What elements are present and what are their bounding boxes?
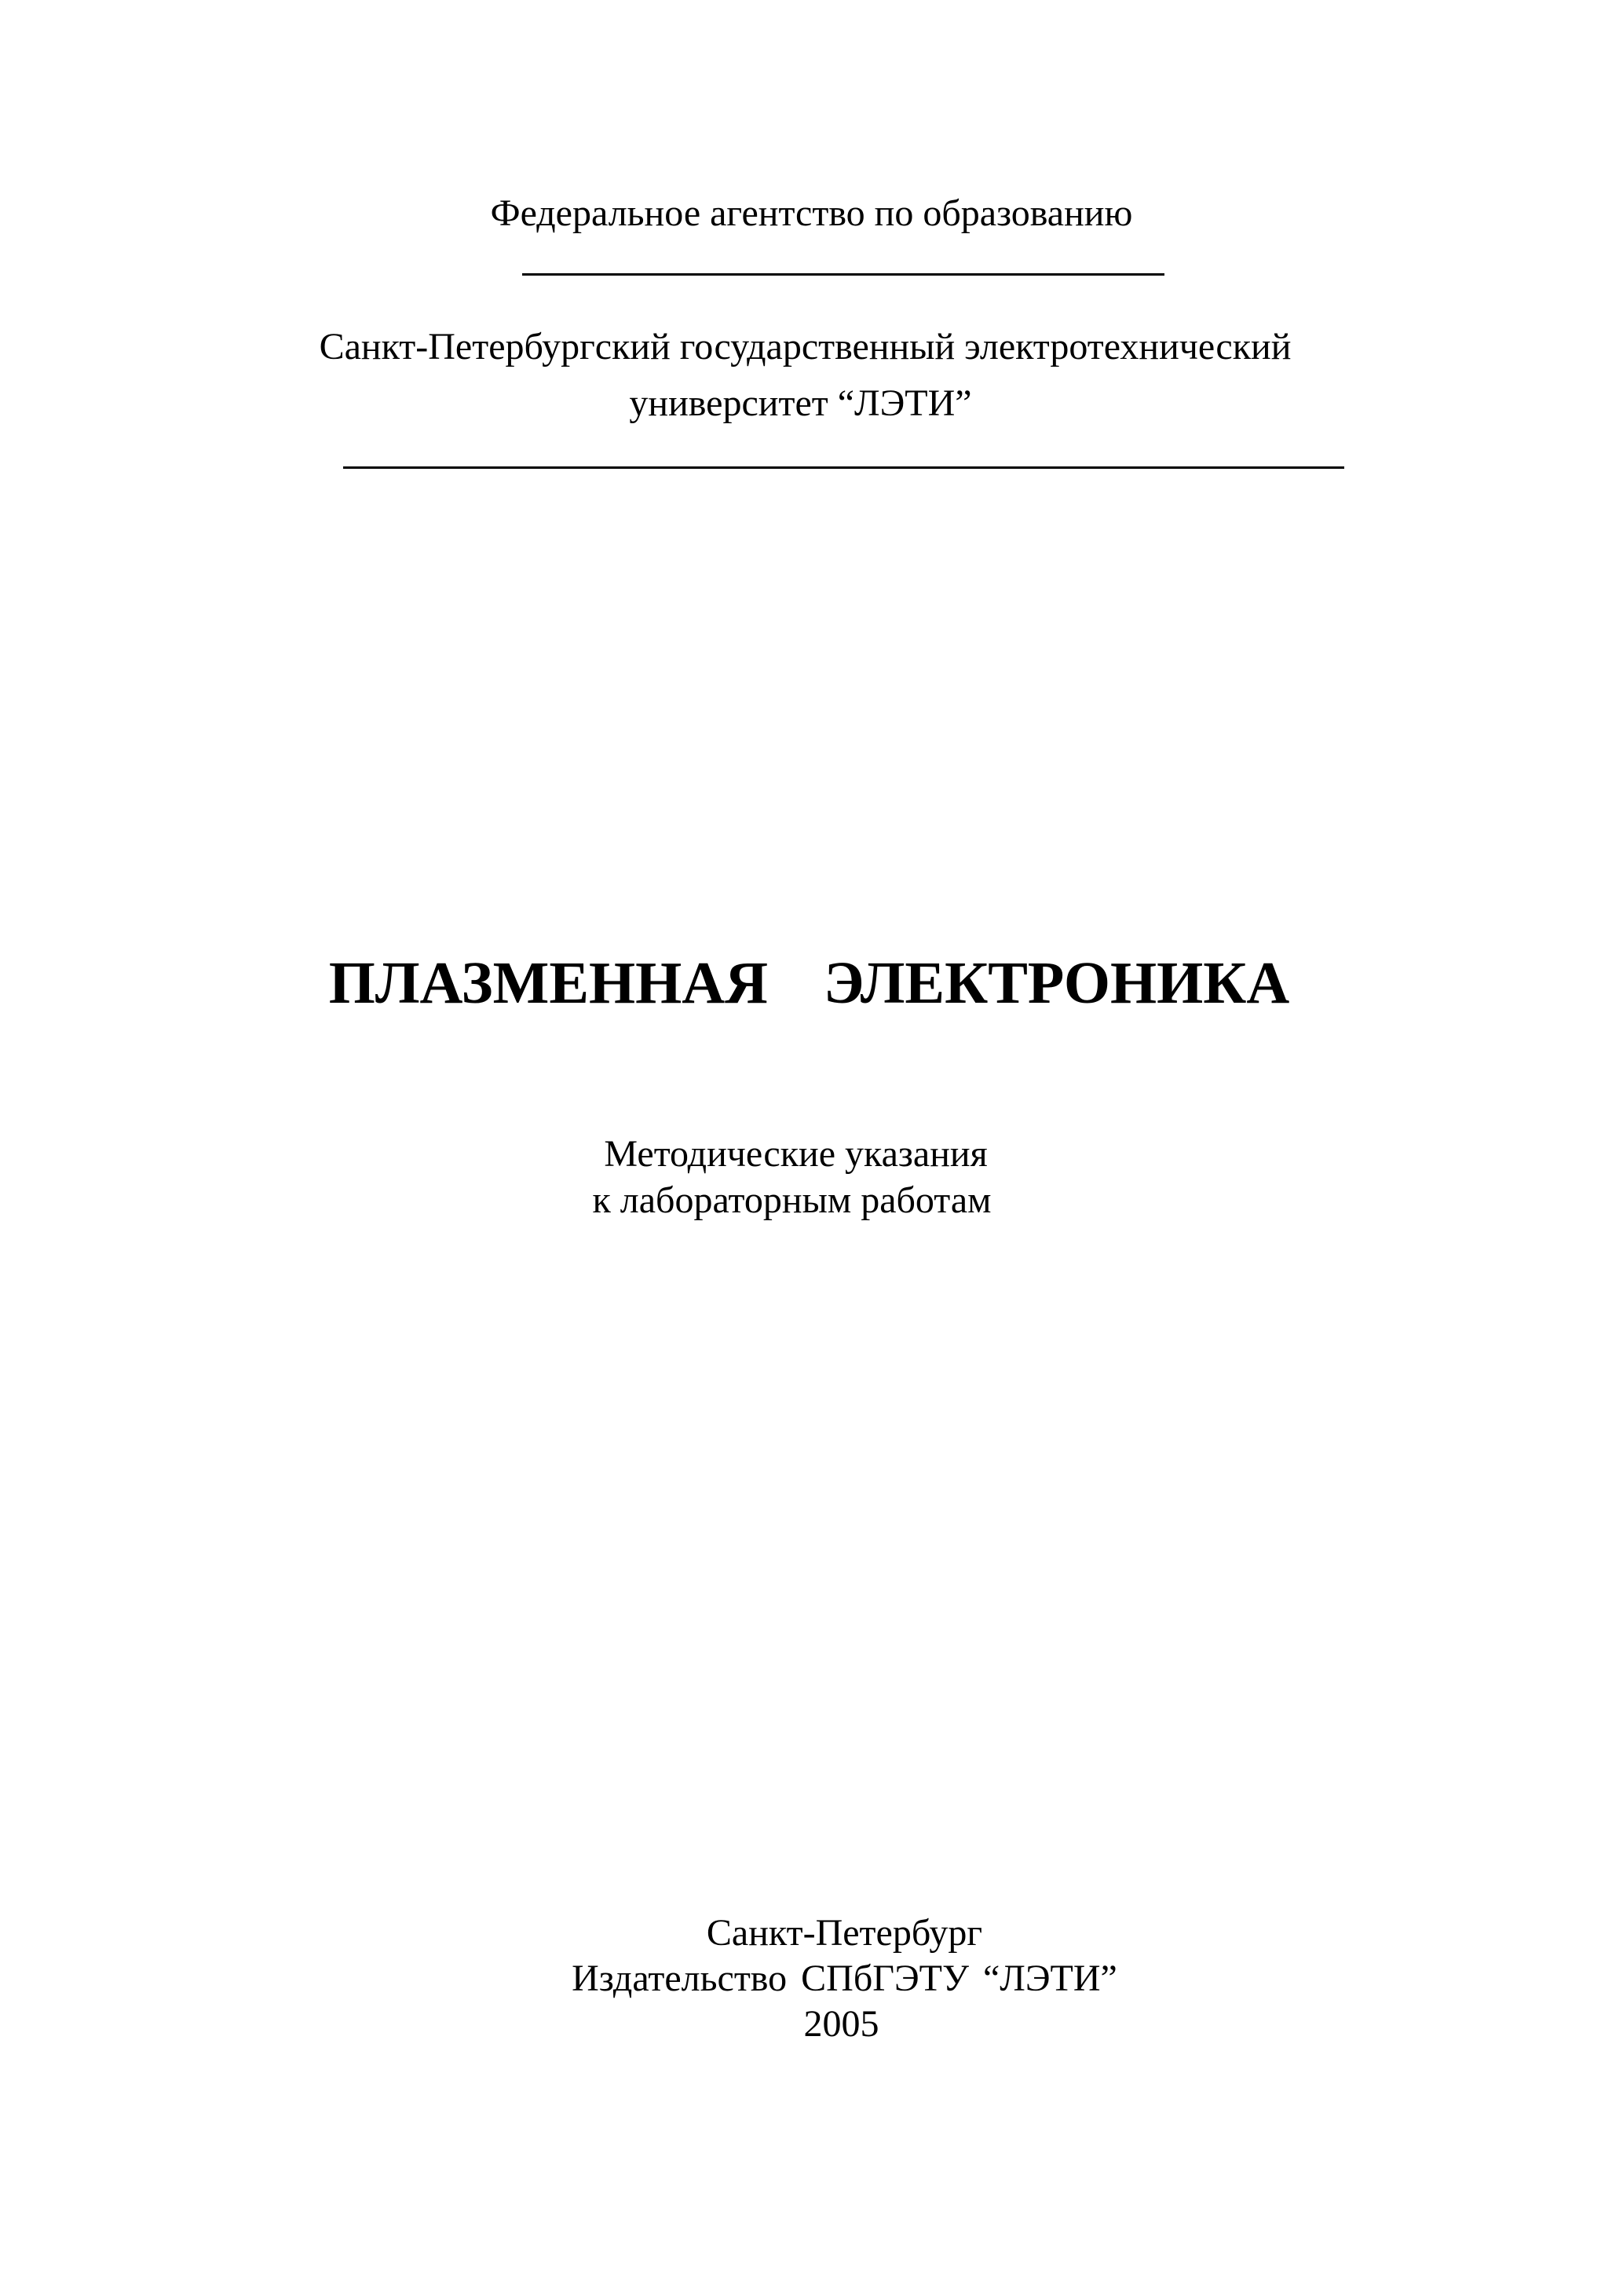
university-name-line1: Санкт-Петербургский государственный электротехнический	[319, 326, 1292, 367]
header-divider-long	[343, 466, 1344, 469]
imprint-year: 2005	[803, 2003, 879, 2045]
imprint-city: Санкт-Петербург	[706, 1912, 983, 1954]
agency-name: Федеральное агентство по образованию	[490, 192, 1133, 234]
subtitle-line2: к лабораторным работам	[592, 1179, 992, 1221]
document-title: ПЛАЗМЕННАЯ ЭЛЕКТРОНИКА	[328, 950, 1290, 1016]
imprint-publisher: Издательство СПбГЭТУ “ЛЭТИ”	[572, 1958, 1117, 1999]
subtitle-line1: Методические указания	[604, 1133, 988, 1175]
university-name-line2: университет “ЛЭТИ”	[629, 382, 972, 424]
header-divider-short	[522, 273, 1164, 276]
